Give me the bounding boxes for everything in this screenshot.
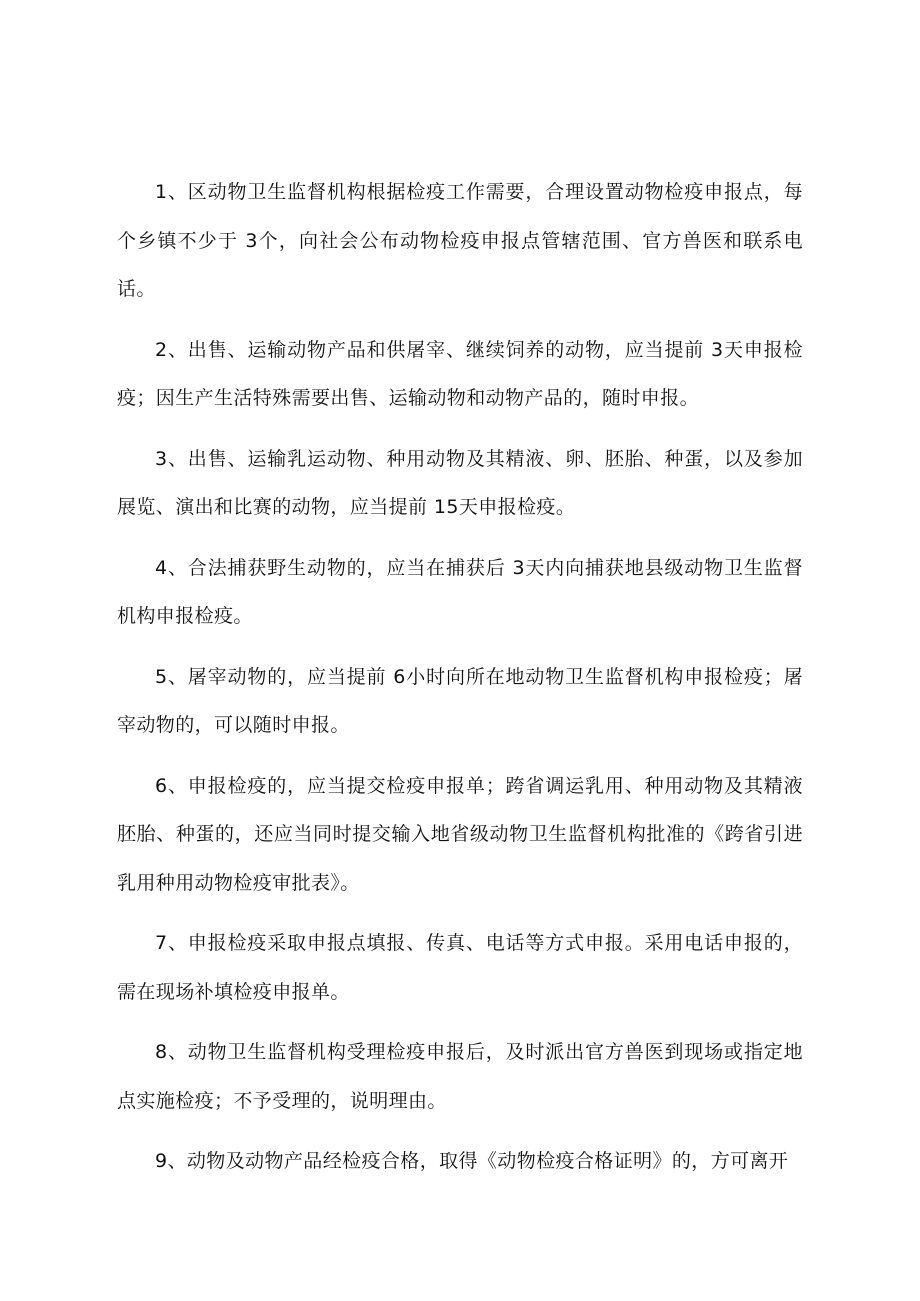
- document-body: [117, 168, 803, 1198]
- paragraph-9: 9、动物及动物产品经检疫合格，取得《动物检疫合格证明》的，方可离开: [155, 1150, 789, 1172]
- paragraph-2: 2、出售、运输动物产品和供屠宰、继续饲养的动物，应当提前 3天申报检疫；因生产生活特殊需要出售、运输动物和动物产品的，随时申报。: [117, 338, 803, 409]
- paragraph-5: 5、屠宰动物的，应当提前 6小时向所在地动物卫生监督机构申报检疫；屠宰动物的，可以随时申报。: [117, 665, 803, 736]
- paragraph-1: 1、区动物卫生监督机构根据检疫工作需要，合理设置动物检疫申报点，每个乡镇不少于 3个，向社会公布动物检疫申报点管辖范围、官方兽医和联系电话。: [117, 181, 803, 300]
- paragraph-3: 3、出售、运输乳运动物、种用动物及其精液、卵、胚胎、种蛋，以及参加展览、演出和比赛的动物，应当提前 15天申报检疫。: [117, 447, 803, 518]
- paragraph-8: 8、动物卫生监督机构受理检疫申报后，及时派出官方兽医到现场或指定地点实施检疫；不予受理的，说明理由。: [117, 1041, 803, 1112]
- paragraph-6: 6、申报检疫的，应当提交检疫申报单；跨省调运乳用、种用动物及其精液胚胎、种蛋的，还应当同时提交输入地省级动物卫生监督机构批准的《跨省引进乳用种用动物检疫审批表》。: [117, 774, 803, 894]
- paragraph-4: 4、合法捕获野生动物的，应当在捕获后 3天内向捕获地县级动物卫生监督机构申报检疫。: [117, 556, 803, 627]
- paragraph-7: 7、申报检疫采取申报点填报、传真、电话等方式申报。采用电话申报的，需在现场补填检疫申报单。: [117, 932, 803, 1003]
